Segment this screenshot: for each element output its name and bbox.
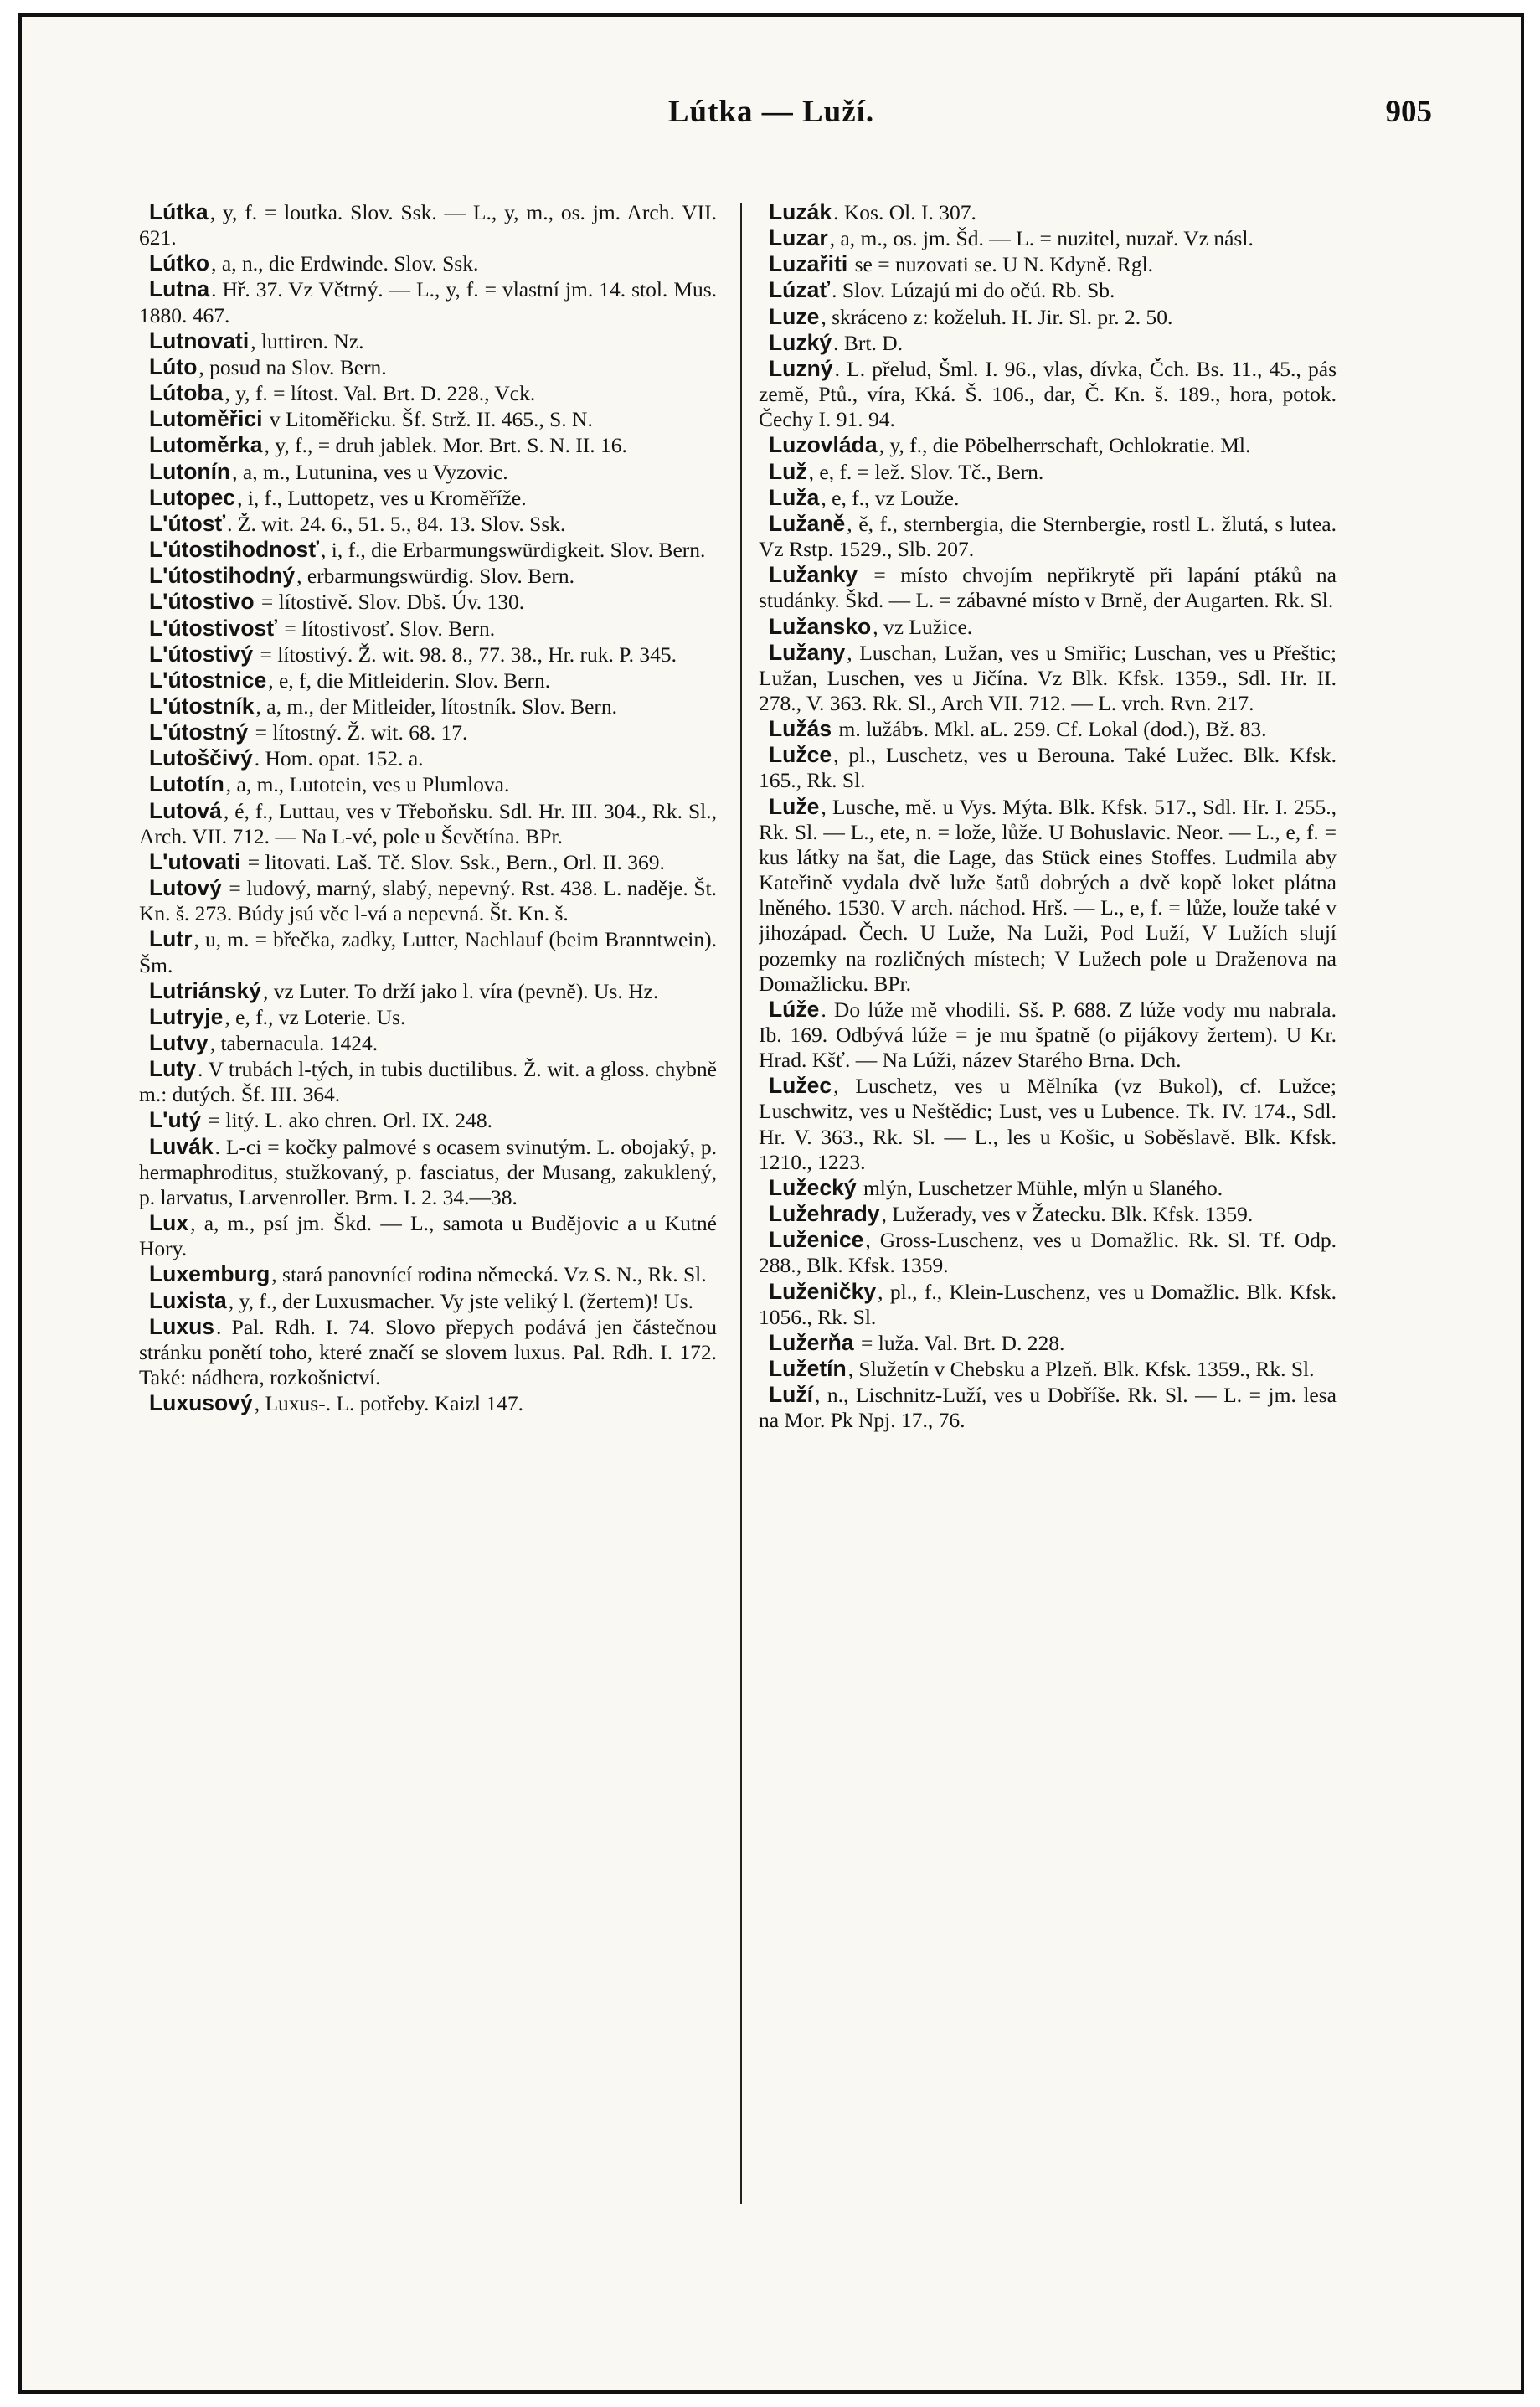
entry-definition: , Luschetz, ves u Mělníka (vz Bukol), cf. Lužce; Luschwitz, ves u Neštědic; Lust, ves u Lubence. Tk. IV. 174., Sdl. Hr. V. 363., Rk. Sl. — L., les u Košic, u Soběslavě. Blk. Kfsk. 1210., 1223. — [759, 1074, 1337, 1174]
entry-headword: Luže — [769, 793, 820, 819]
entry-definition: mlýn, Luschetzer Mühle, mlýn u Slaného. — [858, 1175, 1223, 1200]
entry-definition: . V trubách l-tých, in tubis ductilibus. Ž. wit. a gloss. chybně m.: dutých. Šf. III. 364. — [139, 1057, 717, 1107]
entry-headword: Luža — [769, 484, 820, 510]
entry-headword: Lužce — [769, 742, 832, 768]
dictionary-entry — [139, 693, 717, 719]
dictionary-entry — [139, 380, 717, 406]
dictionary-entry — [139, 1030, 717, 1056]
entry-headword: Luženičky — [769, 1278, 877, 1304]
column-divider — [740, 203, 742, 2204]
entry-headword: Luze — [769, 303, 820, 329]
entry-headword: Luž — [769, 458, 807, 484]
entry-definition: , vz Luter. To drží jako l. víra (pevně). Us. Hz. — [263, 978, 659, 1003]
dictionary-entry — [759, 1227, 1337, 1278]
dictionary-entry — [139, 432, 717, 458]
dictionary-entry — [139, 1288, 717, 1314]
entry-headword: Lutna — [149, 276, 210, 302]
dictionary-entry — [759, 459, 1337, 485]
entry-headword: L'útosť — [149, 510, 226, 536]
entry-definition: , u, m. = břečka, zadky, Lutter, Nachlauf (beim Branntwein). Šm. — [139, 927, 717, 977]
entry-headword: L'utovati — [149, 848, 241, 874]
dictionary-entry — [139, 745, 717, 771]
entry-definition: , pl., f., Klein-Luschenz, ves u Domažlic. Blk. Kfsk. 1056., Rk. Sl. — [759, 1279, 1337, 1329]
page-header — [22, 94, 1521, 152]
entry-headword: Lutonín — [149, 458, 231, 484]
entry-headword: Lux — [149, 1210, 189, 1236]
entry-definition: . Brt. D. — [833, 330, 903, 355]
dictionary-entry — [759, 1356, 1337, 1382]
entry-definition: , skráceno z: koželuh. H. Jir. Sl. pr. 2. 50. — [821, 304, 1173, 329]
entry-definition: , e, f. = lež. Slov. Tč., Bern. — [808, 459, 1044, 484]
entry-definition: , e, f, die Mitleiderin. Slov. Bern. — [268, 667, 551, 693]
entry-definition: . Hom. opat. 152. a. — [254, 746, 424, 771]
entry-headword: Luzný — [769, 355, 833, 381]
entry-definition: , i, f., Luttopetz, ves u Kroměříže. — [237, 485, 527, 510]
entry-headword: L'útostník — [149, 693, 255, 719]
dictionary-entry — [139, 511, 717, 537]
dictionary-entry — [139, 719, 717, 745]
entry-headword: Luzovláda — [769, 432, 878, 458]
entry-definition: = lítostivě. Slov. Dbš. Úv. 130. — [255, 590, 525, 615]
entry-headword: Luzařiti — [769, 251, 848, 277]
entry-definition: , i, f., die Erbarmungswürdigkeit. Slov. Bern. — [320, 538, 706, 563]
dictionary-entry — [759, 330, 1337, 356]
entry-headword: Luxemburg — [149, 1261, 270, 1287]
entry-definition: se = nuzovati se. U N. Kdyně. Rgl. — [849, 252, 1154, 277]
entry-definition: = litý. L. ako chren. Orl. IX. 248. — [203, 1108, 493, 1133]
dictionary-entry — [139, 1261, 717, 1287]
running-head: Lútka — Luží. — [667, 95, 875, 129]
dictionary-entry — [759, 1201, 1337, 1227]
entry-headword: Lužecký — [769, 1174, 857, 1200]
dictionary-entry — [139, 199, 717, 250]
entry-definition: , a, m., der Mitleider, lítostník. Slov. Bern. — [255, 693, 618, 719]
entry-headword: L'utý — [149, 1107, 202, 1133]
dictionary-entry — [139, 978, 717, 1004]
entry-headword: Luženice — [769, 1227, 864, 1253]
entry-definition: , Lužerady, ves v Žatecku. Blk. Kfsk. 1359. — [881, 1202, 1254, 1227]
dictionary-entry — [139, 849, 717, 875]
dictionary-entry — [139, 616, 717, 642]
entry-headword: Lužehrady — [769, 1201, 880, 1227]
entry-headword: Lužany — [769, 639, 846, 665]
entry-headword: Lutoměřici — [149, 406, 263, 432]
dictionary-entry — [759, 432, 1337, 458]
entry-headword: Lutotín — [149, 771, 224, 797]
entry-definition: = lítostivý. Ž. wit. 98. 8., 77. 38., Hr. ruk. P. 345. — [255, 642, 677, 667]
entry-headword: Luxus — [149, 1313, 215, 1339]
entry-definition: . Hř. 37. Vz Větrný. — L., y, f. = vlastní jm. 14. stol. Mus. 1880. 467. — [139, 277, 717, 327]
dictionary-entry — [759, 1279, 1337, 1330]
entry-headword: Lúzať — [769, 277, 831, 303]
entry-definition: , a, m., Lutunina, ves u Vyzovic. — [232, 459, 508, 484]
dictionary-entry — [139, 1210, 717, 1261]
entry-definition: . Kos. Ol. I. 307. — [833, 200, 976, 224]
entry-definition: , y, f. = loutka. Slov. Ssk. — L., y, m., os. jm. Arch. VII. 621. — [139, 200, 717, 250]
entry-definition: , luttiren. Nz. — [250, 328, 364, 353]
dictionary-entry — [139, 276, 717, 327]
dictionary-entry — [139, 459, 717, 485]
entry-headword: Lúže — [769, 996, 820, 1022]
entry-definition: , posud na Slov. Bern. — [198, 354, 387, 379]
entry-definition: . Ž. wit. 24. 6., 51. 5., 84. 13. Slov. Ssk. — [227, 511, 566, 536]
dictionary-entry — [759, 225, 1337, 251]
dictionary-entry — [759, 562, 1337, 613]
entry-headword: Luzar — [769, 225, 828, 251]
entry-definition: = místo chvojím nepřikrytě při lapání ptáků na studánky. Škd. — L. = zábavné místo v Brně, der Augarten. Rk. Sl. — [759, 563, 1337, 613]
entry-definition: = lítostný. Ž. wit. 68. 17. — [250, 720, 468, 745]
entry-definition: , a, m., Lutotein, ves u Plumlova. — [225, 772, 510, 797]
entry-definition: , Luxus-. L. potřeby. Kaizl 147. — [254, 1391, 523, 1416]
entry-definition: , Lusche, mě. u Vys. Mýta. Blk. Kfsk. 517., Sdl. Hr. I. 255., Rk. Sl. — L., ete, n. = lože, lůže. U Bohuslavic. Neor. — L., e, f. = kus látky na šat, die Lage, das Stück eines Stoffes. Ludmila aby Kateřině vydala dvě luže šatů dobrých a dvě kopě loket plátna lněného. 1530. V arch. náchod. Hrš. — L., e, f. = lůže, louže také v jihozápad. Čech. U Luže, Na Luži, Pod Luží, V Lužích slují pozemky na rozličných místech; V Lužech pole u Draženova na Domažlicku. BPr. — [759, 794, 1337, 996]
entry-definition: , tabernacula. 1424. — [209, 1031, 379, 1055]
entry-headword: L'útostihodný — [149, 563, 296, 589]
entry-definition: = ludový, marný, slabý, nepevný. Rst. 438. L. naděje. Št. Kn. š. 273. Búdy jsú věc l-vá a nepevná. Št. Kn. š. — [139, 876, 717, 926]
dictionary-entry — [759, 997, 1337, 1073]
entry-headword: Luxista — [149, 1287, 227, 1313]
dictionary-entry — [139, 642, 717, 667]
entry-headword: Lutriánský — [149, 977, 262, 1003]
right-column — [759, 199, 1337, 2293]
entry-headword: L'útostivo — [149, 589, 255, 615]
dictionary-entry — [139, 798, 717, 849]
dictionary-entry — [759, 251, 1337, 277]
entry-definition: = litovati. Laš. Tč. Slov. Ssk., Bern., Orl. II. 369. — [242, 849, 665, 874]
entry-headword: Luží — [769, 1382, 813, 1408]
dictionary-entry — [139, 1390, 717, 1416]
dictionary-entry — [139, 926, 717, 977]
entry-definition: . L-ci = kočky palmové s ocasem svinutým. L. obojaký, p. hermaphroditus, stužkovaný, p. fasciatus, der Musang, zakuklený, p. larvatus, Larvenroller. Brm. I. 2. 34.—38. — [139, 1134, 717, 1209]
entry-definition: , n., Lischnitz-Luží, ves u Dobříše. Rk. Sl. — L. = jm. lesa na Mor. Pk Npj. 17., 76. — [759, 1383, 1337, 1433]
entry-headword: Lútka — [149, 199, 209, 224]
dictionary-entry — [139, 1314, 717, 1390]
entry-definition: , a, m., os. jm. Šd. — L. = nuzitel, nuzař. Vz násl. — [829, 226, 1254, 251]
entry-headword: L'útostný — [149, 719, 249, 745]
dictionary-entry — [139, 771, 717, 797]
entry-headword: Lužaně — [769, 510, 846, 536]
dictionary-entry — [139, 563, 717, 589]
entry-definition: , y, f., = druh jablek. Mor. Brt. S. N. II. 16. — [264, 433, 627, 458]
entry-headword: Lutryje — [149, 1003, 224, 1029]
dictionary-entry — [139, 589, 717, 615]
entry-definition: v Litoměřicku. Šf. Strž. II. 465., S. N. — [264, 407, 593, 432]
entry-definition: , y, f. = lítost. Val. Brt. D. 228., Vck. — [224, 381, 536, 406]
entry-headword: L'útostivosť — [149, 615, 277, 641]
entry-definition: = lítostivosť. Slov. Bern. — [278, 616, 496, 641]
dictionary-page — [18, 13, 1524, 2394]
dictionary-entry — [139, 537, 717, 563]
dictionary-entry — [139, 328, 717, 354]
dictionary-entry — [759, 1382, 1337, 1433]
entry-headword: Lutový — [149, 875, 222, 901]
entry-headword: Lužerňa — [769, 1329, 854, 1355]
entry-headword: L'útostihodnosť — [149, 537, 319, 563]
entry-headword: Lutopec — [149, 484, 236, 510]
entry-definition: m. lužábъ. Mkl. aL. 259. Cf. Lokal (dod.), Bž. 83. — [833, 717, 1267, 742]
dictionary-entry — [139, 1134, 717, 1210]
entry-headword: Luvák — [149, 1133, 214, 1159]
dictionary-entry — [759, 1073, 1337, 1175]
entry-definition: , é, f., Luttau, ves v Třeboňsku. Sdl. Hr. III. 304., Rk. Sl., Arch. VII. 712. — Na L-vé, pole u Ševětína. BPr. — [139, 798, 717, 848]
entry-headword: Luzký — [769, 329, 832, 355]
entry-headword: Lužás — [769, 716, 832, 742]
dictionary-entry — [759, 1175, 1337, 1201]
entry-headword: Lutoščivý — [149, 745, 253, 771]
entry-headword: Lúto — [149, 353, 198, 379]
entry-definition: , Luschan, Lužan, ves u Smiřic; Luschan, ves u Přeštic; Lužan, Luschen, ves u Jičína. Vz Blk. Kfsk. 1359., Sdl. Hr. II. 278., V. 363. Rk. Sl., Arch VII. 712. — L. vrch. Rvn. 217. — [759, 640, 1337, 715]
dictionary-entry — [139, 1004, 717, 1030]
entry-definition: , y, f., der Luxusmacher. Vy jste veliký l. (žertem)! Us. — [228, 1288, 693, 1313]
entry-definition: , erbarmungswürdig. Slov. Bern. — [296, 564, 575, 589]
entry-headword: Lužanky — [769, 562, 858, 588]
dictionary-entry — [759, 356, 1337, 432]
dictionary-entry — [759, 199, 1337, 225]
left-column — [139, 199, 717, 2293]
entry-definition: , ě, f., sternbergia, die Sternbergie, rostl L. žlutá, s lutea. Vz Rstp. 1529., Slb. 207. — [759, 511, 1337, 562]
entry-headword: Luzák — [769, 199, 832, 224]
dictionary-entry — [759, 277, 1337, 303]
entry-definition: = luža. Val. Brt. D. 228. — [855, 1330, 1065, 1355]
entry-headword: Lužetín — [769, 1356, 847, 1382]
dictionary-entry — [759, 742, 1337, 793]
dictionary-entry — [139, 354, 717, 380]
entry-definition: , a, m., psí jm. Škd. — L., samota u Budějovic a u Kutné Hory. — [139, 1211, 717, 1261]
entry-headword: Lužansko — [769, 613, 872, 639]
entry-headword: Lutr — [149, 926, 193, 952]
entry-definition: , e, f., vz Loterie. Us. — [224, 1004, 406, 1029]
dictionary-entry — [759, 640, 1337, 716]
entry-headword: Luty — [149, 1056, 196, 1082]
dictionary-entry — [139, 875, 717, 926]
dictionary-entry — [759, 614, 1337, 640]
entry-definition: . Pal. Rdh. I. 74. Slovo přepych podává jen částečnou stránku ponětí toho, které značí se slovem luxus. Pal. Rdh. I. 172. Také: nádhera, rozkošnictví. — [139, 1314, 717, 1390]
dictionary-entry — [139, 485, 717, 511]
entry-definition: . Slov. Lúzajú mi do očú. Rb. Sb. — [832, 278, 1115, 303]
dictionary-entry — [759, 511, 1337, 562]
entry-definition: , y, f., die Pöbelherrschaft, Ochlokratie. Ml. — [878, 433, 1251, 458]
dictionary-entry — [759, 485, 1337, 511]
entry-headword: Lutová — [149, 797, 222, 823]
entry-definition: . Do lúže mě vhodili. Sš. P. 688. Z lúže vody mu nabrala. Ib. 169. Odbývá lúže = je mu špatně (o pijákovy žertem). U Kr. Hrad. Kšť. — Na Lúži, název Starého Brna. Dch. — [759, 997, 1337, 1073]
dictionary-entry — [139, 250, 717, 276]
entry-headword: Lútoba — [149, 380, 224, 406]
entry-definition: , e, f., vz Louže. — [821, 485, 960, 510]
entry-headword: Lužec — [769, 1073, 832, 1099]
entry-definition: , Služetín v Chebsku a Plzeň. Blk. Kfsk. 1359., Rk. Sl. — [847, 1357, 1315, 1382]
dictionary-entry — [759, 1330, 1337, 1356]
entry-headword: Lutoměrka — [149, 432, 263, 458]
entry-definition: , Gross-Luschenz, ves u Domažlic. Rk. Sl. Tf. Odp. 288., Blk. Kfsk. 1359. — [759, 1228, 1337, 1278]
entry-headword: L'útostnice — [149, 667, 267, 693]
page-number: 905 — [1385, 95, 1432, 129]
entry-definition: , stará panovnící rodina německá. Vz S. N., Rk. Sl. — [271, 1262, 707, 1287]
dictionary-entry — [759, 716, 1337, 742]
dictionary-entry — [139, 1056, 717, 1107]
entry-headword: Lútko — [149, 250, 210, 276]
entry-definition: , vz Lužice. — [873, 614, 973, 639]
dictionary-entry — [759, 794, 1337, 997]
entry-headword: L'útostivý — [149, 641, 254, 667]
entry-definition: , a, n., die Erdwinde. Slov. Ssk. — [211, 251, 479, 276]
entry-definition: . L. přelud, Šml. I. 96., vlas, dívka, Čch. Bs. 11., 45., pás země, Ptů., víra, Kká. Š. 106., dar, Č. Kn. š. 189., hora, potok. Čechy I. 91. 94. — [759, 356, 1337, 432]
dictionary-entry — [139, 667, 717, 693]
dictionary-entry — [759, 304, 1337, 330]
dictionary-entry — [139, 1107, 717, 1133]
entry-headword: Luxusový — [149, 1390, 253, 1416]
dictionary-entry — [139, 406, 717, 432]
entry-definition: , pl., Luschetz, ves u Berouna. Také Lužec. Blk. Kfsk. 165., Rk. Sl. — [759, 743, 1337, 793]
entry-headword: Lutvy — [149, 1030, 209, 1055]
entry-headword: Lutnovati — [149, 327, 250, 353]
